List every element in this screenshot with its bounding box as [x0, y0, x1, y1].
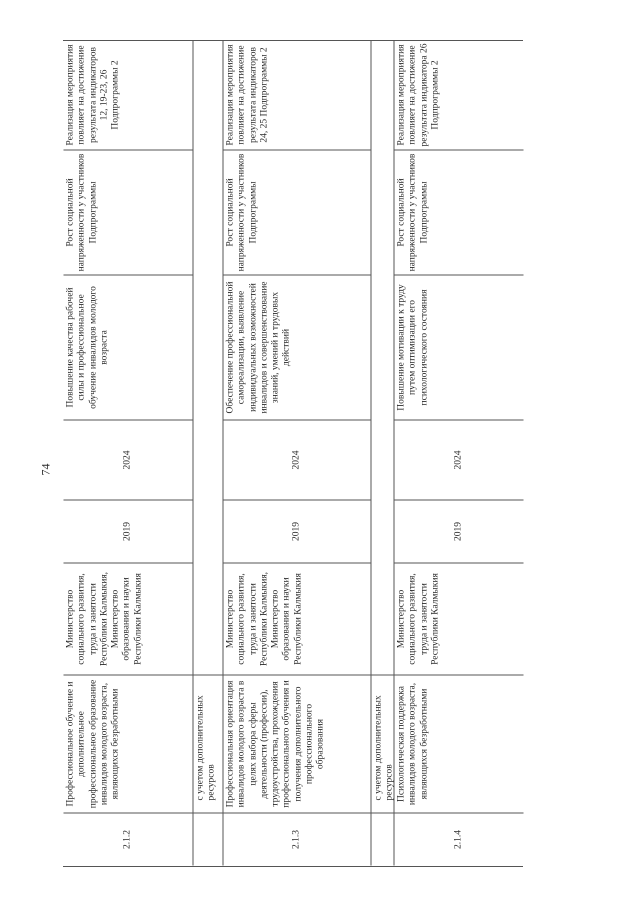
note-additional-resources: с учетом дополнительных ресурсов: [372, 676, 394, 814]
cell-empty: [194, 814, 223, 866]
cell-empty: [372, 41, 394, 676]
cell-risk: Рост социальной напряженности у участников Подпрограммы: [224, 151, 371, 276]
cell-risk: Рост социальной напряженности у участников Подпрограммы: [395, 151, 524, 276]
table-frame: [63, 40, 523, 867]
cell-executor: Министерство социального развития, труда и занятости Республики Калмыкия: [395, 564, 524, 676]
cell-start-year: 2019: [224, 501, 371, 564]
cell-number: 2.1.4: [453, 830, 464, 849]
cell-end-year: 2024: [224, 421, 371, 501]
table-row-note: [193, 41, 223, 866]
note-additional-resources: с учетом дополнительных ресурсов: [194, 676, 223, 814]
cell-executor: Министерство социального развития, труда и занятости Республики Калмыкия, Министерство образования и науки Республики Калмыкия: [224, 564, 371, 676]
table-row: [64, 41, 193, 866]
cell-end-year: 2024: [395, 421, 524, 501]
cell-start-year: 2019: [395, 501, 524, 564]
cell-empty: [194, 41, 223, 676]
cell-number: 2.1.2: [122, 830, 133, 849]
cell-link: Реализация мероприятия повлияет на достижение результата индикаторов 24, 25 Подпрограммы 2: [224, 41, 371, 151]
cell-end-year: 2024: [64, 421, 193, 501]
cell-result: Повышение мотивации к труду путем оптимизации его психологического состояния: [395, 276, 524, 421]
cell-event: Профессиональное обучение и дополнительное профессиональное образование инвалидов молодого возраста, являющихся безработными: [64, 676, 193, 814]
page-number: 74: [38, 463, 53, 476]
table-row-note: [371, 41, 394, 866]
cell-number: 2.1.3: [291, 830, 302, 849]
cell-executor: Министерство социального развития, труда и занятости Республики Калмыкия, Министерство образования и науки Республики Калмыкия: [64, 564, 193, 676]
cell-result: Обеспечение профессиональной самореализации, выявление индивидуальных возможностей инвалидов и совершенствование знаний, умений и трудовых действий: [224, 276, 371, 421]
cell-event: Психологическая поддержка инвалидов молодого возраста, являющихся безработными: [395, 676, 524, 814]
cell-link: Реализация мероприятия повлияет на достижение результата индикатора 26 Подпрограммы 2: [395, 41, 524, 151]
cell-event: Профессиональная ориентация инвалидов молодого возраста в целях выбора сферы деятельности (профессии), трудоустройства, прохождения профессионального обучения и получения дополнительного профессионального образования: [224, 676, 371, 814]
cell-empty: [372, 814, 394, 866]
table-row: [394, 41, 524, 866]
cell-risk: Рост социальной напряженности у участников Подпрограммы: [64, 151, 193, 276]
cell-start-year: 2019: [64, 501, 193, 564]
events-table: [64, 41, 524, 866]
cell-result: Повышение качества рабочей силы и профессиональное обучение инвалидов молодого возраста: [64, 276, 193, 421]
cell-link: Реализация мероприятия повлияет на достижение результата индикаторов 12, 19-23, 26 Подпрограммы 2: [64, 41, 193, 151]
table-row: [223, 41, 371, 866]
